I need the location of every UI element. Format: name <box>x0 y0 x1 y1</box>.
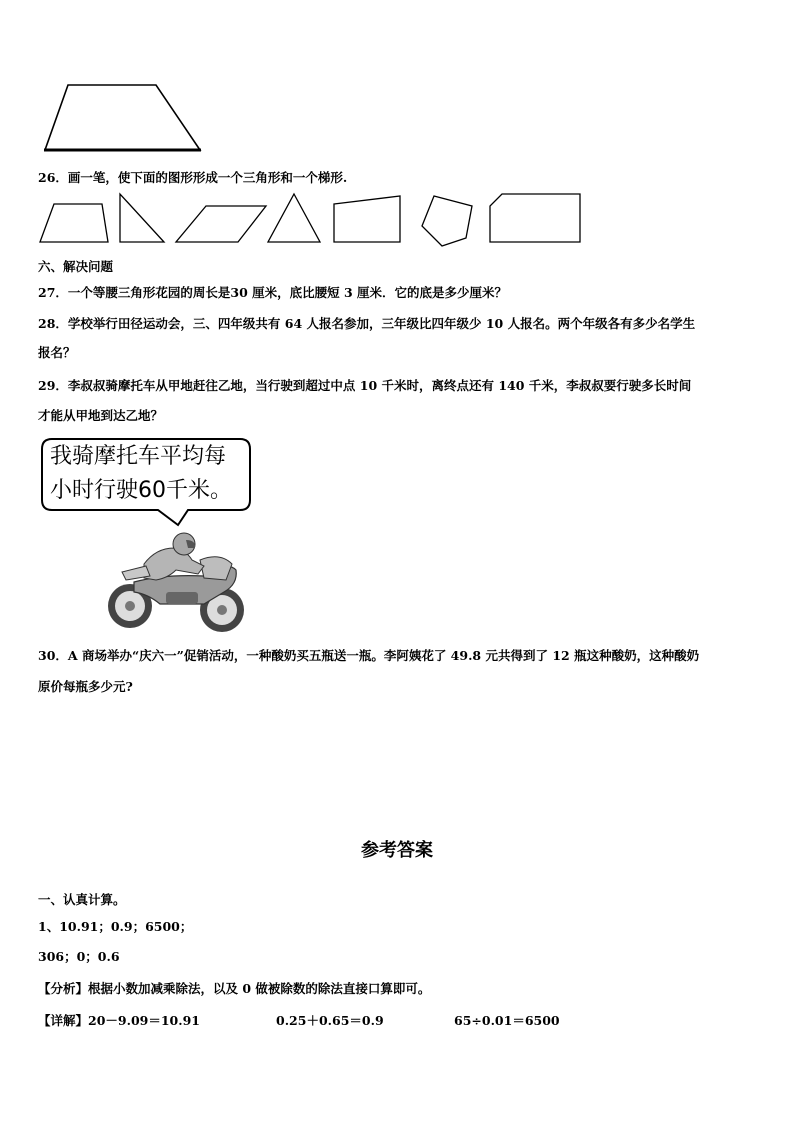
answers-title: 参考答案 <box>361 840 433 861</box>
shape-cut-rectangle <box>490 194 580 242</box>
question-29-line2: 才能从甲地到达乙地？ <box>38 408 164 423</box>
shape-trapezoid <box>40 204 108 242</box>
question-27: 27．一个等腰三角形花园的周长是30 厘米，底比腰短 3 厘米．它的底是多少厘米？ <box>38 285 508 300</box>
answers-section-1: 一、认真计算。 <box>38 892 126 907</box>
speech-bubble-line1: 我骑摩托车平均每 <box>50 444 227 469</box>
analysis-text: 【分析】根据小数加减乘除法，以及 0 做被除数的除法直接口算即可。 <box>38 981 431 996</box>
speech-bubble-line2: 小时行驶60千米。 <box>50 478 232 503</box>
question-26: 26．画一笔，使下面的图形形成一个三角形和一个梯形. <box>38 170 348 185</box>
shape-right-triangle <box>120 194 164 242</box>
answer-1-line2: 306；0；0.6 <box>38 949 120 964</box>
shapes-row <box>36 190 596 252</box>
detail-text: 【详解】20－9.09＝10.91 <box>38 1013 200 1028</box>
question-28-line1: 28．学校举行田径运动会，三、四年级共有 64 人报名参加，三年级比四年级少 10 人报名。两个年级各有多少名学生 <box>38 316 696 331</box>
trapezoid-figure <box>40 80 206 154</box>
section-6-heading: 六、解决问题 <box>38 259 114 274</box>
speech-bubble-text <box>50 440 232 508</box>
question-28-line2: 报名？ <box>38 345 76 360</box>
shape-triangle <box>268 194 320 242</box>
shape-quadrilateral <box>334 196 400 242</box>
detail-equation-3: 65÷0.01＝6500 <box>454 1013 560 1028</box>
motorcycle-rider-illustration <box>104 530 250 636</box>
trapezoid-shape <box>45 85 200 150</box>
detail-equation-2: 0.25＋0.65＝0.9 <box>276 1013 384 1028</box>
question-30-line2: 原价每瓶多少元? <box>38 679 133 694</box>
shape-parallelogram <box>176 206 266 242</box>
shape-pentagon <box>422 196 472 246</box>
answer-1-line1: 1、10.91；0.9；6500； <box>38 919 193 934</box>
question-29-line1: 29．李叔叔骑摩托车从甲地赶往乙地，当行驶到超过中点 10 千米时，离终点还有 140 千米，李叔叔要行驶多长时间 <box>38 378 692 393</box>
question-30-line1: 30．A 商场举办“庆六一”促销活动，一种酸奶买五瓶送一瓶。李阿姨花了 49.8 元共得到了 12 瓶这种酸奶，这种酸奶 <box>38 648 700 663</box>
